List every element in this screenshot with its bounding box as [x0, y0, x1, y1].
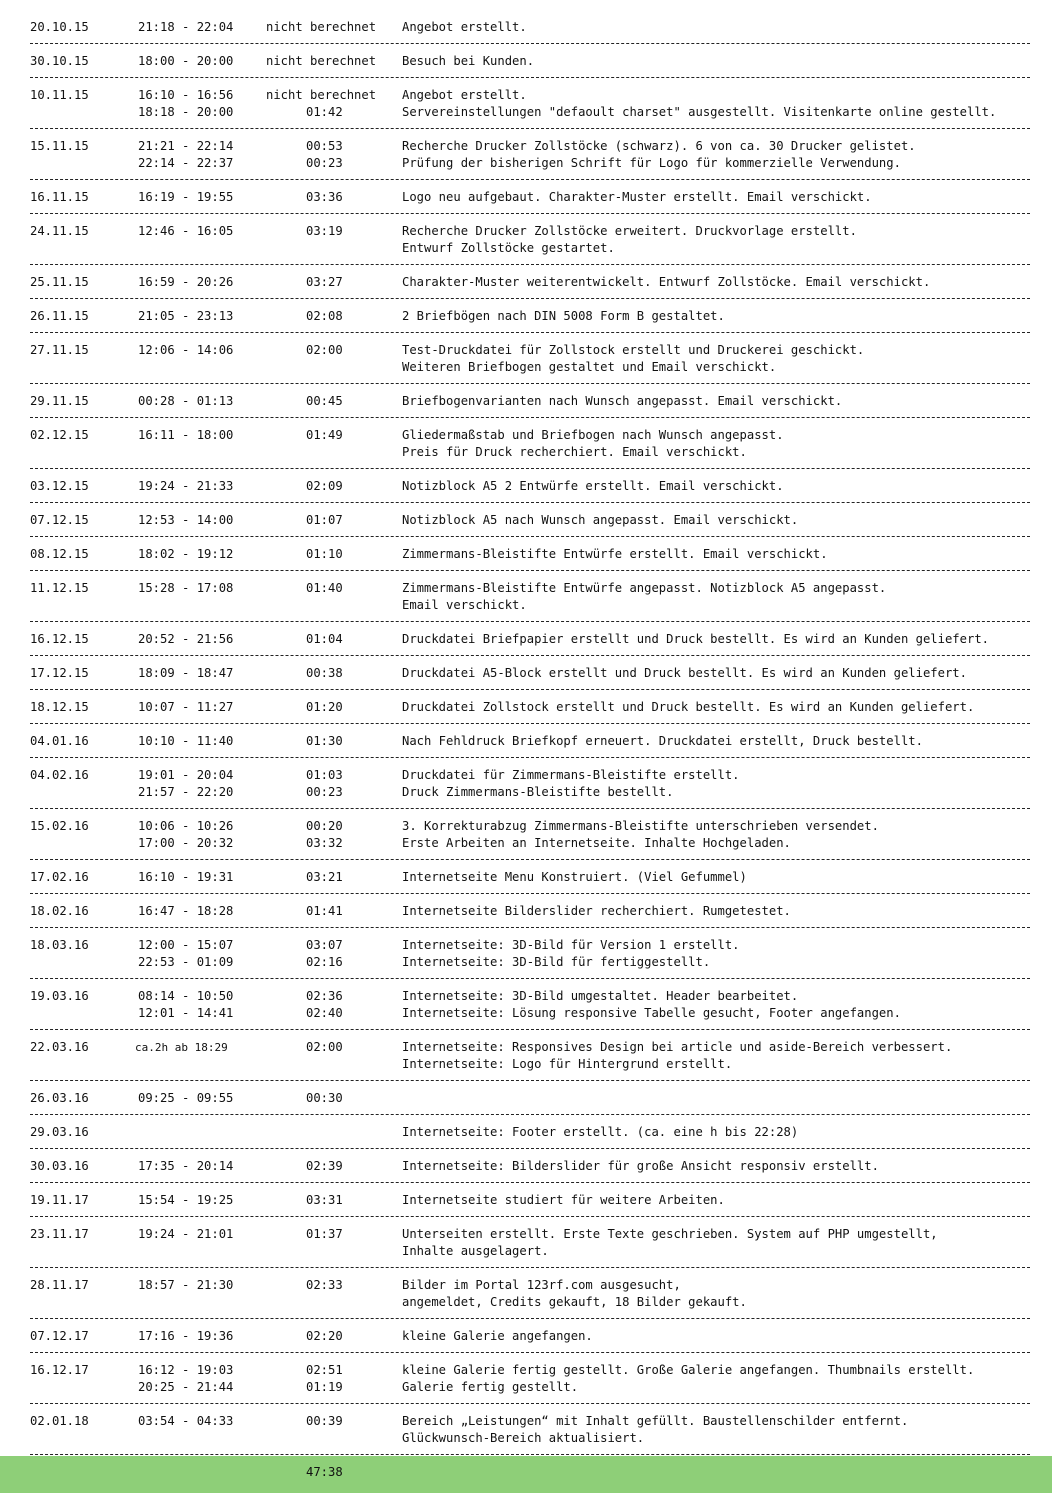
separator: [30, 1114, 1030, 1115]
separator: [30, 332, 1030, 333]
log-line: [30, 478, 1030, 495]
log-line: [30, 512, 1030, 529]
log-line: [30, 597, 1030, 614]
description: Druckdatei für Zimmermans-Bleistifte erstellt.: [402, 768, 740, 782]
duration: 02:40: [306, 1006, 343, 1020]
log-line: [30, 1005, 1030, 1022]
log-line: [30, 1328, 1030, 1345]
log-line: [30, 1294, 1030, 1311]
entry-date: 25.11.15: [30, 275, 89, 289]
entry-date: 30.10.15: [30, 54, 89, 68]
description: Preis für Druck recherchiert. Email verschickt.: [402, 445, 747, 459]
description: kleine Galerie angefangen.: [402, 1329, 593, 1343]
entry-date: 29.03.16: [30, 1125, 89, 1139]
duration: 03:32: [306, 836, 343, 850]
duration: nicht berechnet: [266, 54, 377, 68]
duration: 02:20: [306, 1329, 343, 1343]
duration: 02:36: [306, 989, 343, 1003]
time-range: 08:14 - 10:50: [138, 989, 234, 1003]
log-entry: [30, 273, 1030, 291]
entry-date: 22.03.16: [30, 1040, 89, 1054]
time-range: 12:46 - 16:05: [138, 224, 234, 238]
log-entry: [30, 698, 1030, 716]
log-entry: [30, 1412, 1030, 1447]
entry-date: 29.11.15: [30, 394, 89, 408]
log-line: [30, 988, 1030, 1005]
duration: 03:07: [306, 938, 343, 952]
separator: [30, 77, 1030, 78]
duration: 00:39: [306, 1414, 343, 1428]
log-entry: [30, 817, 1030, 852]
log-line: [30, 869, 1030, 886]
time-range: 17:16 - 19:36: [138, 1329, 234, 1343]
duration: 03:31: [306, 1193, 343, 1207]
time-range: 12:53 - 14:00: [138, 513, 234, 527]
duration: 01:10: [306, 547, 343, 561]
time-range: 16:10 - 16:56: [138, 88, 234, 102]
entry-date: 16.11.15: [30, 190, 89, 204]
entry-date: 07.12.15: [30, 513, 89, 527]
description: Weiteren Briefbogen gestaltet und Email verschickt.: [402, 360, 777, 374]
log-line: [30, 665, 1030, 682]
description: Prüfung der bisherigen Schrift für Logo für kommerzielle Verwendung.: [402, 156, 901, 170]
separator: [30, 417, 1030, 418]
time-range: 18:18 - 20:00: [138, 105, 234, 119]
duration: 02:51: [306, 1363, 343, 1377]
separator: [30, 757, 1030, 758]
entry-date: 27.11.15: [30, 343, 89, 357]
duration: 00:53: [306, 139, 343, 153]
total-bar: [0, 1456, 1052, 1493]
separator: [30, 1352, 1030, 1353]
separator: [30, 1029, 1030, 1030]
description: Zimmermans-Bleistifte Entwürfe angepasst. Notizblock A5 angepasst.: [402, 581, 887, 595]
time-range: 22:14 - 22:37: [138, 156, 234, 170]
description: Internetseite: Responsives Design bei article und aside-Bereich verbessert.: [402, 1040, 953, 1054]
entry-date: 17.02.16: [30, 870, 89, 884]
log-entry: [30, 664, 1030, 682]
log-entry: [30, 1191, 1030, 1209]
entry-date: 16.12.15: [30, 632, 89, 646]
log-entry: [30, 1089, 1030, 1107]
duration: 00:20: [306, 819, 343, 833]
log-line: [30, 937, 1030, 954]
log-line: [30, 1277, 1030, 1294]
log-line: [30, 954, 1030, 971]
entry-date: 16.12.17: [30, 1363, 89, 1377]
log-line: [30, 189, 1030, 206]
log-line: [30, 1039, 1030, 1056]
description: Internetseite Menu Konstruiert. (Viel Gefummel): [402, 870, 747, 884]
log-entry: [30, 137, 1030, 172]
time-range: 12:00 - 15:07: [138, 938, 234, 952]
separator: [30, 1148, 1030, 1149]
log-line: [30, 903, 1030, 920]
duration: 01:40: [306, 581, 343, 595]
separator: [30, 1216, 1030, 1217]
time-range: 19:24 - 21:33: [138, 479, 234, 493]
separator: [30, 536, 1030, 537]
description: Angebot erstellt.: [402, 20, 527, 34]
time-range: 20:25 - 21:44: [138, 1380, 234, 1394]
entry-date: 26.11.15: [30, 309, 89, 323]
description: Internetseite: Logo für Hintergrund erstellt.: [402, 1057, 733, 1071]
time-range: 16:19 - 19:55: [138, 190, 234, 204]
description: 3. Korrekturabzug Zimmermans-Bleistifte unterschrieben versendet.: [402, 819, 879, 833]
log-line: [30, 240, 1030, 257]
log-line: [30, 1226, 1030, 1243]
separator: [30, 655, 1030, 656]
log-entry: [30, 222, 1030, 257]
description: Gliedermaßstab und Briefbogen nach Wunsch angepasst.: [402, 428, 784, 442]
entry-date: 23.11.17: [30, 1227, 89, 1241]
time-log-table: [30, 18, 1030, 1463]
separator: [30, 43, 1030, 44]
description: Angebot erstellt.: [402, 88, 527, 102]
separator: [30, 978, 1030, 979]
entry-date: 19.03.16: [30, 989, 89, 1003]
separator: [30, 621, 1030, 622]
entry-date: 30.03.16: [30, 1159, 89, 1173]
entry-date: 10.11.15: [30, 88, 89, 102]
duration: 00:23: [306, 156, 343, 170]
time-range: 16:12 - 19:03: [138, 1363, 234, 1377]
description: Bereich „Leistungen“ mit Inhalt gefüllt. Baustellenschilder entfernt.: [402, 1414, 909, 1428]
log-entry: [30, 426, 1030, 461]
separator: [30, 383, 1030, 384]
description: Charakter-Muster weiterentwickelt. Entwurf Zollstöcke. Email verschickt.: [402, 275, 931, 289]
duration: 03:21: [306, 870, 343, 884]
duration: nicht berechnet: [266, 88, 377, 102]
log-line: [30, 1430, 1030, 1447]
duration: 01:37: [306, 1227, 343, 1241]
description: Logo neu aufgebaut. Charakter-Muster erstellt. Email verschickt.: [402, 190, 872, 204]
time-range: 10:06 - 10:26: [138, 819, 234, 833]
entry-date: 02.01.18: [30, 1414, 89, 1428]
log-line: [30, 155, 1030, 172]
log-line: [30, 580, 1030, 597]
duration: 00:30: [306, 1091, 343, 1105]
log-line: [30, 104, 1030, 121]
log-entry: [30, 511, 1030, 529]
log-line: [30, 733, 1030, 750]
separator: [30, 1403, 1030, 1404]
entry-date: 28.11.17: [30, 1278, 89, 1292]
duration: 01:07: [306, 513, 343, 527]
description: Recherche Drucker Zollstöcke erweitert. Druckvorlage erstellt.: [402, 224, 857, 238]
description: Druck Zimmermans-Bleistifte bestellt.: [402, 785, 674, 799]
time-range: 09:25 - 09:55: [138, 1091, 234, 1105]
description: angemeldet, Credits gekauft, 18 Bilder gekauft.: [402, 1295, 747, 1309]
duration: 00:45: [306, 394, 343, 408]
description: Entwurf Zollstöcke gestartet.: [402, 241, 615, 255]
log-line: [30, 699, 1030, 716]
description: Internetseite: 3D-Bild umgestaltet. Header bearbeitet.: [402, 989, 799, 1003]
log-line: [30, 427, 1030, 444]
entry-date: 03.12.15: [30, 479, 89, 493]
separator: [30, 1318, 1030, 1319]
entry-date: 18.02.16: [30, 904, 89, 918]
log-line: [30, 631, 1030, 648]
separator: [30, 1267, 1030, 1268]
entry-date: 17.12.15: [30, 666, 89, 680]
separator: [30, 1182, 1030, 1183]
time-range: 18:57 - 21:30: [138, 1278, 234, 1292]
log-line: [30, 835, 1030, 852]
duration: 03:36: [306, 190, 343, 204]
time-range: 18:00 - 20:00: [138, 54, 234, 68]
total-duration: 47:38: [306, 1465, 343, 1479]
time-range: 21:05 - 23:13: [138, 309, 234, 323]
log-entry: [30, 630, 1030, 648]
time-range: 16:11 - 18:00: [138, 428, 234, 442]
duration: 01:42: [306, 105, 343, 119]
duration: 02:08: [306, 309, 343, 323]
description: Email verschickt.: [402, 598, 527, 612]
description: Druckdatei A5-Block erstellt und Druck bestellt. Es wird an Kunden geliefert.: [402, 666, 967, 680]
time-range: 16:10 - 19:31: [138, 870, 234, 884]
description: Glückwunsch-Bereich aktualisiert.: [402, 1431, 645, 1445]
time-range: 10:07 - 11:27: [138, 700, 234, 714]
description: Recherche Drucker Zollstöcke (schwarz). 6 von ca. 30 Drucker gelistet.: [402, 139, 916, 153]
duration: 01:19: [306, 1380, 343, 1394]
time-range: 21:57 - 22:20: [138, 785, 234, 799]
entry-date: 08.12.15: [30, 547, 89, 561]
log-entry: [30, 766, 1030, 801]
log-entry: [30, 1225, 1030, 1260]
duration: 01:04: [306, 632, 343, 646]
log-entry: [30, 1361, 1030, 1396]
log-entry: [30, 732, 1030, 750]
description: Besuch bei Kunden.: [402, 54, 535, 68]
duration: 00:38: [306, 666, 343, 680]
log-line: [30, 393, 1030, 410]
time-range: 10:10 - 11:40: [138, 734, 234, 748]
log-line: [30, 53, 1030, 70]
log-entry: [30, 86, 1030, 121]
time-range: 17:00 - 20:32: [138, 836, 234, 850]
description: Servereinstellungen "defaoult charset" ausgestellt. Visitenkarte online gestellt.: [402, 105, 997, 119]
log-line: [30, 274, 1030, 291]
time-range: 16:47 - 18:28: [138, 904, 234, 918]
log-line: [30, 223, 1030, 240]
duration: 01:49: [306, 428, 343, 442]
duration: 01:30: [306, 734, 343, 748]
separator: [30, 179, 1030, 180]
time-range: 16:59 - 20:26: [138, 275, 234, 289]
time-range: 21:18 - 22:04: [138, 20, 234, 34]
log-line: [30, 1056, 1030, 1073]
separator: [30, 213, 1030, 214]
log-line: [30, 818, 1030, 835]
log-line: [30, 359, 1030, 376]
description: Bilder im Portal 123rf.com ausgesucht,: [402, 1278, 681, 1292]
description: kleine Galerie fertig gestellt. Große Galerie angefangen. Thumbnails erstellt.: [402, 1363, 975, 1377]
separator: [30, 893, 1030, 894]
log-entry: [30, 1327, 1030, 1345]
log-line: [30, 1192, 1030, 1209]
time-range: 12:06 - 14:06: [138, 343, 234, 357]
description: Inhalte ausgelagert.: [402, 1244, 549, 1258]
log-entry: [30, 477, 1030, 495]
log-line: [30, 87, 1030, 104]
entry-date: 19.11.17: [30, 1193, 89, 1207]
log-line: [30, 1413, 1030, 1430]
duration: 03:27: [306, 275, 343, 289]
entry-date: 20.10.15: [30, 20, 89, 34]
log-entry: [30, 902, 1030, 920]
description: Galerie fertig gestellt.: [402, 1380, 579, 1394]
description: Notizblock A5 2 Entwürfe erstellt. Email verschickt.: [402, 479, 784, 493]
log-line: [30, 1158, 1030, 1175]
separator: [30, 468, 1030, 469]
log-entry: [30, 545, 1030, 563]
entry-date: 26.03.16: [30, 1091, 89, 1105]
log-line: [30, 342, 1030, 359]
separator: [30, 502, 1030, 503]
entry-date: 18.03.16: [30, 938, 89, 952]
entry-date: 18.12.15: [30, 700, 89, 714]
log-entry: [30, 307, 1030, 325]
time-range: 22:53 - 01:09: [138, 955, 234, 969]
log-entry: [30, 18, 1030, 36]
duration: 00:23: [306, 785, 343, 799]
separator: [30, 689, 1030, 690]
time-range: 21:21 - 22:14: [138, 139, 234, 153]
time-range: 12:01 - 14:41: [138, 1006, 234, 1020]
entry-date: 11.12.15: [30, 581, 89, 595]
duration: 03:19: [306, 224, 343, 238]
entry-date: 04.02.16: [30, 768, 89, 782]
separator: [30, 1080, 1030, 1081]
time-range: ca.2h ab 18:29: [135, 1041, 228, 1054]
log-entry: [30, 392, 1030, 410]
log-entry: [30, 188, 1030, 206]
separator: [30, 264, 1030, 265]
duration: 01:41: [306, 904, 343, 918]
log-line: [30, 1090, 1030, 1107]
description: Druckdatei Briefpapier erstellt und Druck bestellt. Es wird an Kunden geliefert.: [402, 632, 989, 646]
log-line: [30, 444, 1030, 461]
description: Internetseite Bilderslider recherchiert. Rumgetestet.: [402, 904, 791, 918]
separator: [30, 927, 1030, 928]
log-line: [30, 784, 1030, 801]
description: Nach Fehldruck Briefkopf erneuert. Druckdatei erstellt, Druck bestellt.: [402, 734, 923, 748]
time-range: 17:35 - 20:14: [138, 1159, 234, 1173]
separator: [30, 128, 1030, 129]
time-range: 03:54 - 04:33: [138, 1414, 234, 1428]
duration: 02:39: [306, 1159, 343, 1173]
log-line: [30, 308, 1030, 325]
entry-date: 15.11.15: [30, 139, 89, 153]
log-entry: [30, 1123, 1030, 1141]
entry-date: 15.02.16: [30, 819, 89, 833]
description: Druckdatei Zollstock erstellt und Druck bestellt. Es wird an Kunden geliefert.: [402, 700, 975, 714]
log-line: [30, 1379, 1030, 1396]
entry-date: 24.11.15: [30, 224, 89, 238]
log-line: [30, 1124, 1030, 1141]
duration: 01:20: [306, 700, 343, 714]
description: Internetseite: Footer erstellt. (ca. eine h bis 22:28): [402, 1125, 799, 1139]
time-range: 18:02 - 19:12: [138, 547, 234, 561]
time-range: 19:24 - 21:01: [138, 1227, 234, 1241]
log-entry: [30, 1157, 1030, 1175]
description: Internetseite: Lösung responsive Tabelle gesucht, Footer angefangen.: [402, 1006, 901, 1020]
entry-date: 04.01.16: [30, 734, 89, 748]
separator: [30, 1454, 1030, 1455]
duration: 02:33: [306, 1278, 343, 1292]
entry-date: 02.12.15: [30, 428, 89, 442]
duration: 02:09: [306, 479, 343, 493]
description: Internetseite: 3D-Bild für Version 1 erstellt.: [402, 938, 740, 952]
log-entry: [30, 936, 1030, 971]
separator: [30, 723, 1030, 724]
time-range: 00:28 - 01:13: [138, 394, 234, 408]
log-line: [30, 767, 1030, 784]
duration: nicht berechnet: [266, 20, 377, 34]
separator: [30, 859, 1030, 860]
duration: 02:00: [306, 343, 343, 357]
description: 2 Briefbögen nach DIN 5008 Form B gestaltet.: [402, 309, 725, 323]
time-range: 19:01 - 20:04: [138, 768, 234, 782]
description: Zimmermans-Bleistifte Entwürfe erstellt. Email verschickt.: [402, 547, 828, 561]
duration: 02:16: [306, 955, 343, 969]
separator: [30, 808, 1030, 809]
log-line: [30, 1243, 1030, 1260]
time-range: 18:09 - 18:47: [138, 666, 234, 680]
time-range: 20:52 - 21:56: [138, 632, 234, 646]
separator: [30, 570, 1030, 571]
log-line: [30, 546, 1030, 563]
description: Internetseite: 3D-Bild für fertiggestellt.: [402, 955, 711, 969]
log-entry: [30, 868, 1030, 886]
description: Briefbogenvarianten nach Wunsch angepasst. Email verschickt.: [402, 394, 843, 408]
description: Test-Druckdatei für Zollstock erstellt und Druckerei geschickt.: [402, 343, 865, 357]
duration: 01:03: [306, 768, 343, 782]
log-entry: [30, 579, 1030, 614]
log-entry: [30, 52, 1030, 70]
log-entry: [30, 1276, 1030, 1311]
time-range: 15:54 - 19:25: [138, 1193, 234, 1207]
description: Notizblock A5 nach Wunsch angepasst. Email verschickt.: [402, 513, 799, 527]
description: Internetseite: Bilderslider für große Ansicht responsiv erstellt.: [402, 1159, 879, 1173]
log-entry: [30, 341, 1030, 376]
log-line: [30, 138, 1030, 155]
separator: [30, 298, 1030, 299]
log-entry: [30, 987, 1030, 1022]
log-line: [30, 19, 1030, 36]
entry-date: 07.12.17: [30, 1329, 89, 1343]
time-range: 15:28 - 17:08: [138, 581, 234, 595]
description: Internetseite studiert für weitere Arbeiten.: [402, 1193, 725, 1207]
duration: 02:00: [306, 1040, 343, 1054]
log-line: [30, 1362, 1030, 1379]
description: Erste Arbeiten an Internetseite. Inhalte Hochgeladen.: [402, 836, 791, 850]
log-entry: [30, 1038, 1030, 1073]
description: Unterseiten erstellt. Erste Texte geschrieben. System auf PHP umgestellt,: [402, 1227, 938, 1241]
